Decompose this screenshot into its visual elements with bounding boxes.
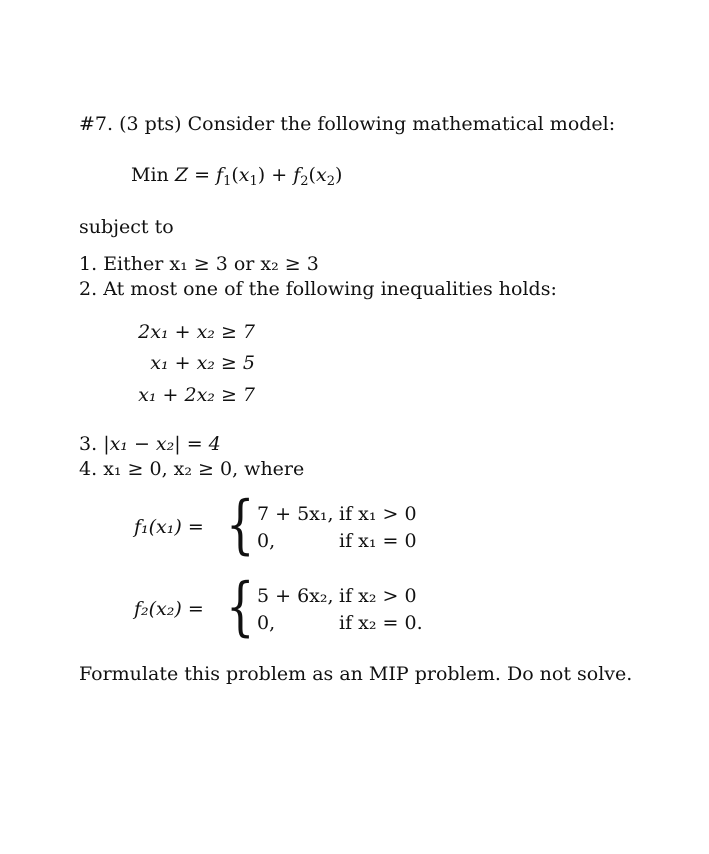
x1-symbol: x: [238, 164, 250, 186]
subject-to-label: subject to: [79, 216, 174, 238]
objective-plus: +: [271, 164, 288, 186]
f2-case2-value: 0,: [257, 612, 276, 634]
constraint-2: [79, 277, 557, 301]
instruction-text: Formulate this problem as an MIP problem. Do not solve.: [79, 663, 633, 685]
f1-case2-condition: if x₁ = 0: [339, 530, 417, 552]
objective-var: Z: [174, 164, 189, 186]
problem-heading: #7. (3 pts) Consider the following mathematical model:: [79, 113, 616, 135]
inequality-2: x₁ + x₂ ≥ 5: [150, 352, 255, 374]
f2-symbol: f: [293, 164, 301, 186]
f2-case1-value: 5 + 6x₂,: [257, 585, 334, 607]
f2-sub: 2: [300, 174, 309, 189]
constraint-text: At most one of the following inequalities holds:: [103, 278, 557, 300]
constraint-text: x₁ ≥ 0, x₂ ≥ 0, where: [103, 458, 305, 480]
objective-label: Min: [131, 164, 169, 186]
f1-brace: {: [226, 488, 255, 562]
constraint-text: |x₁ − x₂| = 4: [103, 433, 221, 455]
f1-sub: 1: [223, 174, 232, 189]
x1-sub: 1: [249, 174, 258, 189]
objective-function: Min $Z = f_1(x_1) + f_2(x_2)$: [131, 164, 343, 189]
constraint-3: [79, 432, 221, 456]
constraint-number: 3.: [79, 433, 98, 455]
f1-lhs: f₁(x₁) =: [134, 516, 204, 538]
f1-case1-value: 7 + 5x₁,: [257, 503, 334, 525]
inequality-1: 2x₁ + x₂ ≥ 7: [138, 321, 255, 343]
constraint-1: [79, 252, 319, 276]
f2-case2-condition: if x₂ = 0.: [339, 612, 423, 634]
f1-case2-value: 0,: [257, 530, 276, 552]
f2-case1-condition: if x₂ > 0: [339, 585, 417, 607]
x2-sub: 2: [326, 174, 335, 189]
inequality-3: x₁ + 2x₂ ≥ 7: [138, 384, 255, 406]
constraint-4: [79, 457, 304, 481]
x2-symbol: x: [315, 164, 327, 186]
f2-lhs: f₂(x₂) =: [134, 598, 204, 620]
objective-eq: =: [194, 164, 210, 186]
f1-symbol: f: [216, 164, 224, 186]
f1-case1-condition: if x₁ > 0: [339, 503, 417, 525]
f2-brace: {: [226, 570, 255, 644]
constraint-number: 4.: [79, 458, 98, 480]
constraint-number: 1.: [79, 253, 98, 275]
constraint-text: Either x₁ ≥ 3 or x₂ ≥ 3: [103, 253, 319, 275]
constraint-number: 2.: [79, 278, 98, 300]
